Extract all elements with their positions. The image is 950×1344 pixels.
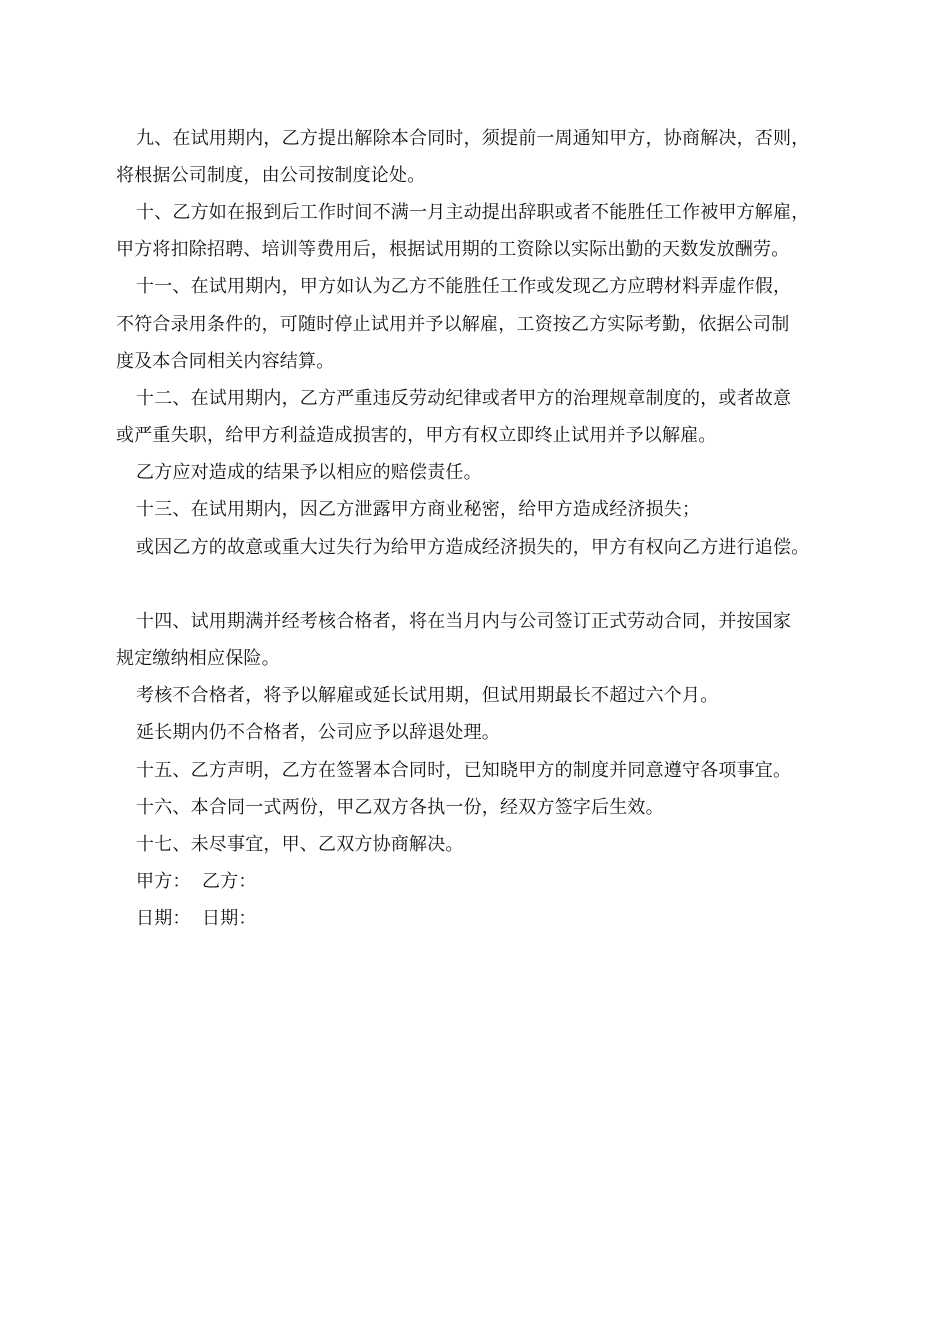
party-b-label: 乙方： (202, 871, 257, 892)
clause-11-line-3: 度及本合同相关内容结算。 (116, 351, 335, 372)
clause-9-line-1: 九、在试用期内，乙方提出解除本合同时，须提前一周通知甲方，协商解决，否则， (136, 128, 810, 149)
clause-13-line-2: 或因乙方的故意或重大过失行为给甲方造成经济损失的，甲方有权向乙方进行追偿。 (136, 537, 810, 558)
clause-12-line-1: 十二、在试用期内，乙方严重违反劳动纪律或者甲方的治理规章制度的，或者故意 (136, 388, 792, 409)
clause-15: 十五、乙方声明，乙方在签署本合同时，已知晓甲方的制度并同意遵守各项事宜。 (136, 760, 792, 781)
clause-14-line-1: 十四、试用期满并经考核合格者，将在当月内与公司签订正式劳动合同，并按国家 (136, 611, 792, 632)
clause-10-line-1: 十、乙方如在报到后工作时间不满一月主动提出辞职或者不能胜任工作被甲方解雇， (136, 202, 810, 223)
clause-13-line-1: 十三、在试用期内，因乙方泄露甲方商业秘密，给甲方造成经济损失； (136, 499, 701, 520)
clause-12-line-2: 或严重失职，给甲方利益造成损害的，甲方有权立即终止试用并予以解雇。 (116, 425, 717, 446)
clause-11-line-1: 十一、在试用期内，甲方如认为乙方不能胜任工作或发现乙方应聘材料弄虚作假， (136, 276, 792, 297)
clause-14-line-3: 考核不合格者，将予以解雇或延长试用期，但试用期最长不超过六个月。 (136, 685, 719, 706)
party-a-label: 甲方： (136, 871, 191, 892)
date-b-label: 日期： (202, 908, 257, 929)
clause-14-line-4: 延长期内仍不合格者，公司应予以辞退处理。 (136, 722, 500, 743)
clause-17: 十七、未尽事宜，甲、乙双方协商解决。 (136, 834, 464, 855)
clause-12-line-3: 乙方应对造成的结果予以相应的赔偿责任。 (136, 462, 482, 483)
clause-9-line-2: 将根据公司制度，由公司按制度论处。 (116, 165, 426, 186)
clause-10-line-2: 甲方将扣除招聘、培训等费用后，根据试用期的工资除以实际出勤的天数发放酬劳。 (116, 239, 790, 260)
date-a-label: 日期： (136, 908, 191, 929)
clause-16: 十六、本合同一式两份，甲乙双方各执一份，经双方签字后生效。 (136, 797, 664, 818)
clause-14-line-2: 规定缴纳相应保险。 (116, 648, 280, 669)
clause-11-line-2: 不符合录用条件的，可随时停止试用并予以解雇，工资按乙方实际考勤，依据公司制 (116, 314, 790, 335)
